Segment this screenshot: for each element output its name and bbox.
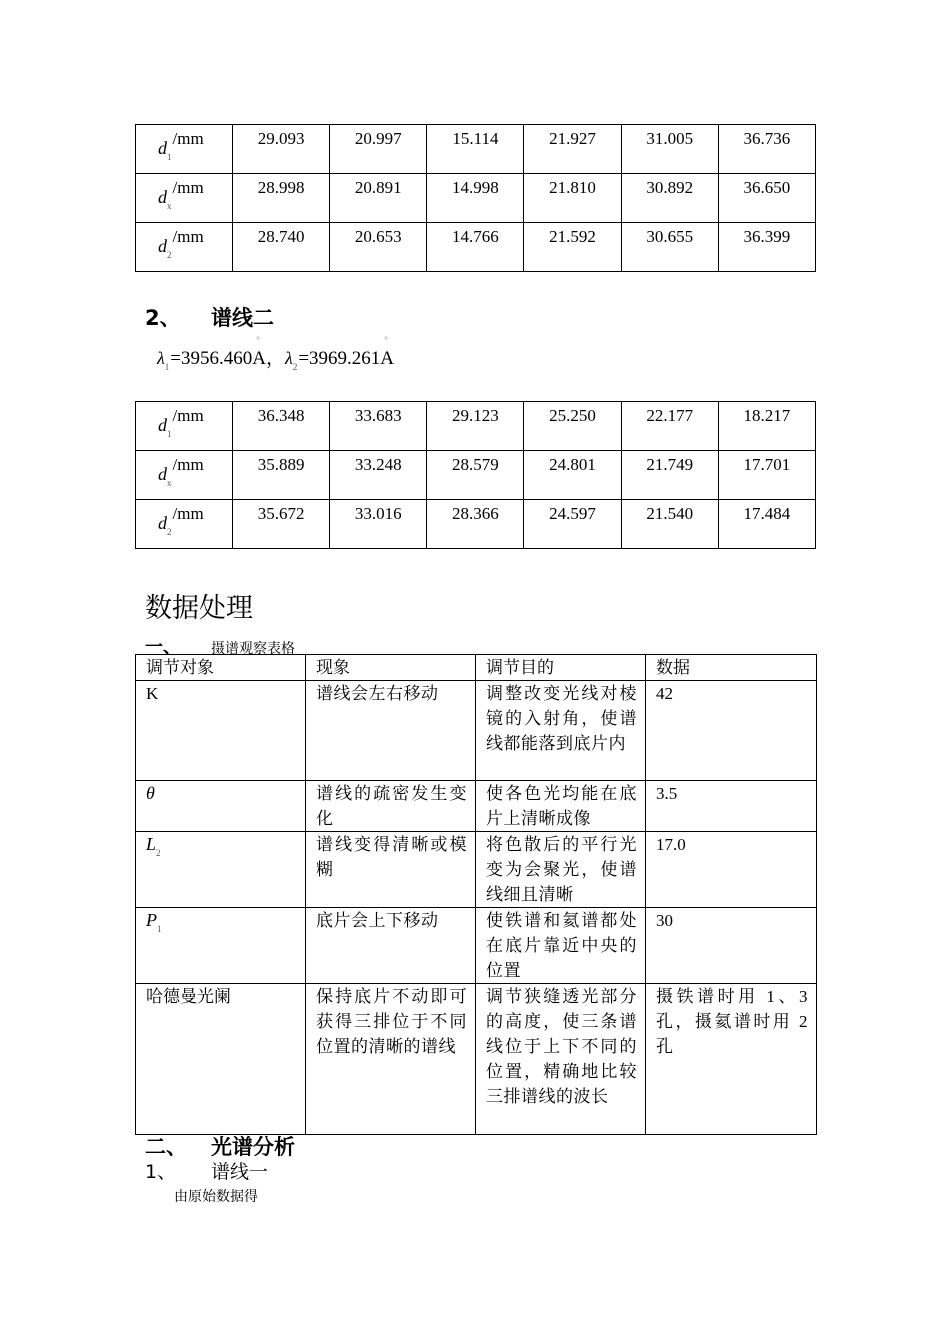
table-row [136, 681, 817, 781]
table-cell: 谱线的疏密发生变化 [306, 781, 476, 832]
table-cell: 31.005 [621, 125, 718, 174]
table-cell: 35.672 [233, 500, 330, 549]
table-cell: 28.366 [427, 500, 524, 549]
table-cell: 底片会上下移动 [306, 908, 476, 984]
table-cell: θ [136, 781, 306, 832]
row-label-dx: $d_x/mm$ [136, 451, 233, 500]
table-cell: 28.740 [233, 223, 330, 272]
table-cell: 21.540 [621, 500, 718, 549]
table-row [136, 125, 816, 174]
table-cell: 25.250 [524, 402, 621, 451]
table-cell: 30.892 [621, 174, 718, 223]
table-row [136, 174, 816, 223]
table-cell: 谱线会左右移动 [306, 681, 476, 781]
table-cell: 摄铁谱时用 1、3 孔，摄氦谱时用 2 孔 [646, 984, 817, 1135]
table-cell: 17.0 [646, 832, 817, 908]
table-cell: 36.399 [718, 223, 815, 272]
table-row [136, 908, 817, 984]
row-label-d2: $d_2/mm$ [136, 223, 233, 272]
table-cell: 36.650 [718, 174, 815, 223]
table-header-row [136, 655, 817, 681]
row-label-d2: $d_2/mm$ [136, 500, 233, 549]
table-cell: 21.749 [621, 451, 718, 500]
table-cell: 哈德曼光阑 [136, 984, 306, 1135]
table-cell: 谱线变得清晰或模糊 [306, 832, 476, 908]
table-cell: 33.248 [330, 451, 427, 500]
table-cell: 使铁谱和氦谱都处在底片靠近中央的位置 [476, 908, 646, 984]
table-cell: 20.891 [330, 174, 427, 223]
column-header: 调节目的 [476, 655, 646, 681]
wavelength-formula: $\lambda_1=3956.460^\circ$ A，$\lambda_2=3969.261^\circ$ A [157, 343, 394, 372]
table-cell: 22.177 [621, 402, 718, 451]
table-cell: 17.701 [718, 451, 815, 500]
page-heading-data-processing: 数据处理 [145, 593, 253, 624]
table-cell: 29.123 [427, 402, 524, 451]
note-text: 由原始数据得 [174, 1190, 258, 1205]
angstrom-unit: ° A [252, 348, 266, 370]
spectrum2-measure-table [135, 401, 816, 549]
table-cell: 使各色光均能在底片上清晰成像 [476, 781, 646, 832]
table-cell: 21.592 [524, 223, 621, 272]
table-cell: $L_2$ [136, 832, 306, 908]
table-cell: 21.810 [524, 174, 621, 223]
angstrom-unit: ° A [380, 348, 394, 370]
table-cell: 42 [646, 681, 817, 781]
table-cell: 33.683 [330, 402, 427, 451]
observation-table [135, 654, 817, 1135]
table-cell: 15.114 [427, 125, 524, 174]
table-cell: 36.736 [718, 125, 815, 174]
table-cell: 24.801 [524, 451, 621, 500]
table-cell: 35.889 [233, 451, 330, 500]
table-row [136, 781, 817, 832]
table-cell: 14.766 [427, 223, 524, 272]
column-header: 调节对象 [136, 655, 306, 681]
table-row [136, 984, 817, 1135]
table-cell: 14.998 [427, 174, 524, 223]
row-label-d1: $d_1/mm$ [136, 125, 233, 174]
column-header: 数据 [646, 655, 817, 681]
column-header: 现象 [306, 655, 476, 681]
table-cell: 29.093 [233, 125, 330, 174]
table-row [136, 451, 816, 500]
table-row [136, 500, 816, 549]
table-cell: $P_1$ [136, 908, 306, 984]
section-heading-observation: 一、 摄谱观察表格 [145, 637, 295, 658]
table-cell: 30 [646, 908, 817, 984]
table-cell: 调整改变光线对棱镜的入射角，使谱线都能落到底片内 [476, 681, 646, 781]
table-cell: 30.655 [621, 223, 718, 272]
table-cell: 21.927 [524, 125, 621, 174]
table-cell: K [136, 681, 306, 781]
table-row [136, 223, 816, 272]
spectrum1-measure-table [135, 124, 816, 272]
table-cell: 33.016 [330, 500, 427, 549]
table-cell: 24.597 [524, 500, 621, 549]
row-label-d1: $d_1/mm$ [136, 402, 233, 451]
table-cell: 28.998 [233, 174, 330, 223]
table-cell: 17.484 [718, 500, 815, 549]
table-cell: 20.653 [330, 223, 427, 272]
table-cell: 28.579 [427, 451, 524, 500]
table-cell: 18.217 [718, 402, 815, 451]
table-cell: 3.5 [646, 781, 817, 832]
table-cell: 调节狭缝透光部分的高度，使三条谱线位于上下不同的位置，精确地比较三排谱线的波长 [476, 984, 646, 1135]
row-label-dx: $d_x/mm$ [136, 174, 233, 223]
table-row [136, 402, 816, 451]
table-row [136, 832, 817, 908]
section-heading-spectrum2: 2、 谱线二 [145, 306, 274, 330]
table-cell: 20.997 [330, 125, 427, 174]
table-cell: 36.348 [233, 402, 330, 451]
table-cell: 将色散后的平行光变为会聚光，使谱线细且清晰 [476, 832, 646, 908]
table-cell: 保持底片不动即可获得三排位于不同位置的清晰的谱线 [306, 984, 476, 1135]
section-heading-spectrum1: 1、 谱线一 [145, 1161, 269, 1183]
section-heading-spectral-analysis: 二、 光谱分析 [145, 1135, 295, 1159]
